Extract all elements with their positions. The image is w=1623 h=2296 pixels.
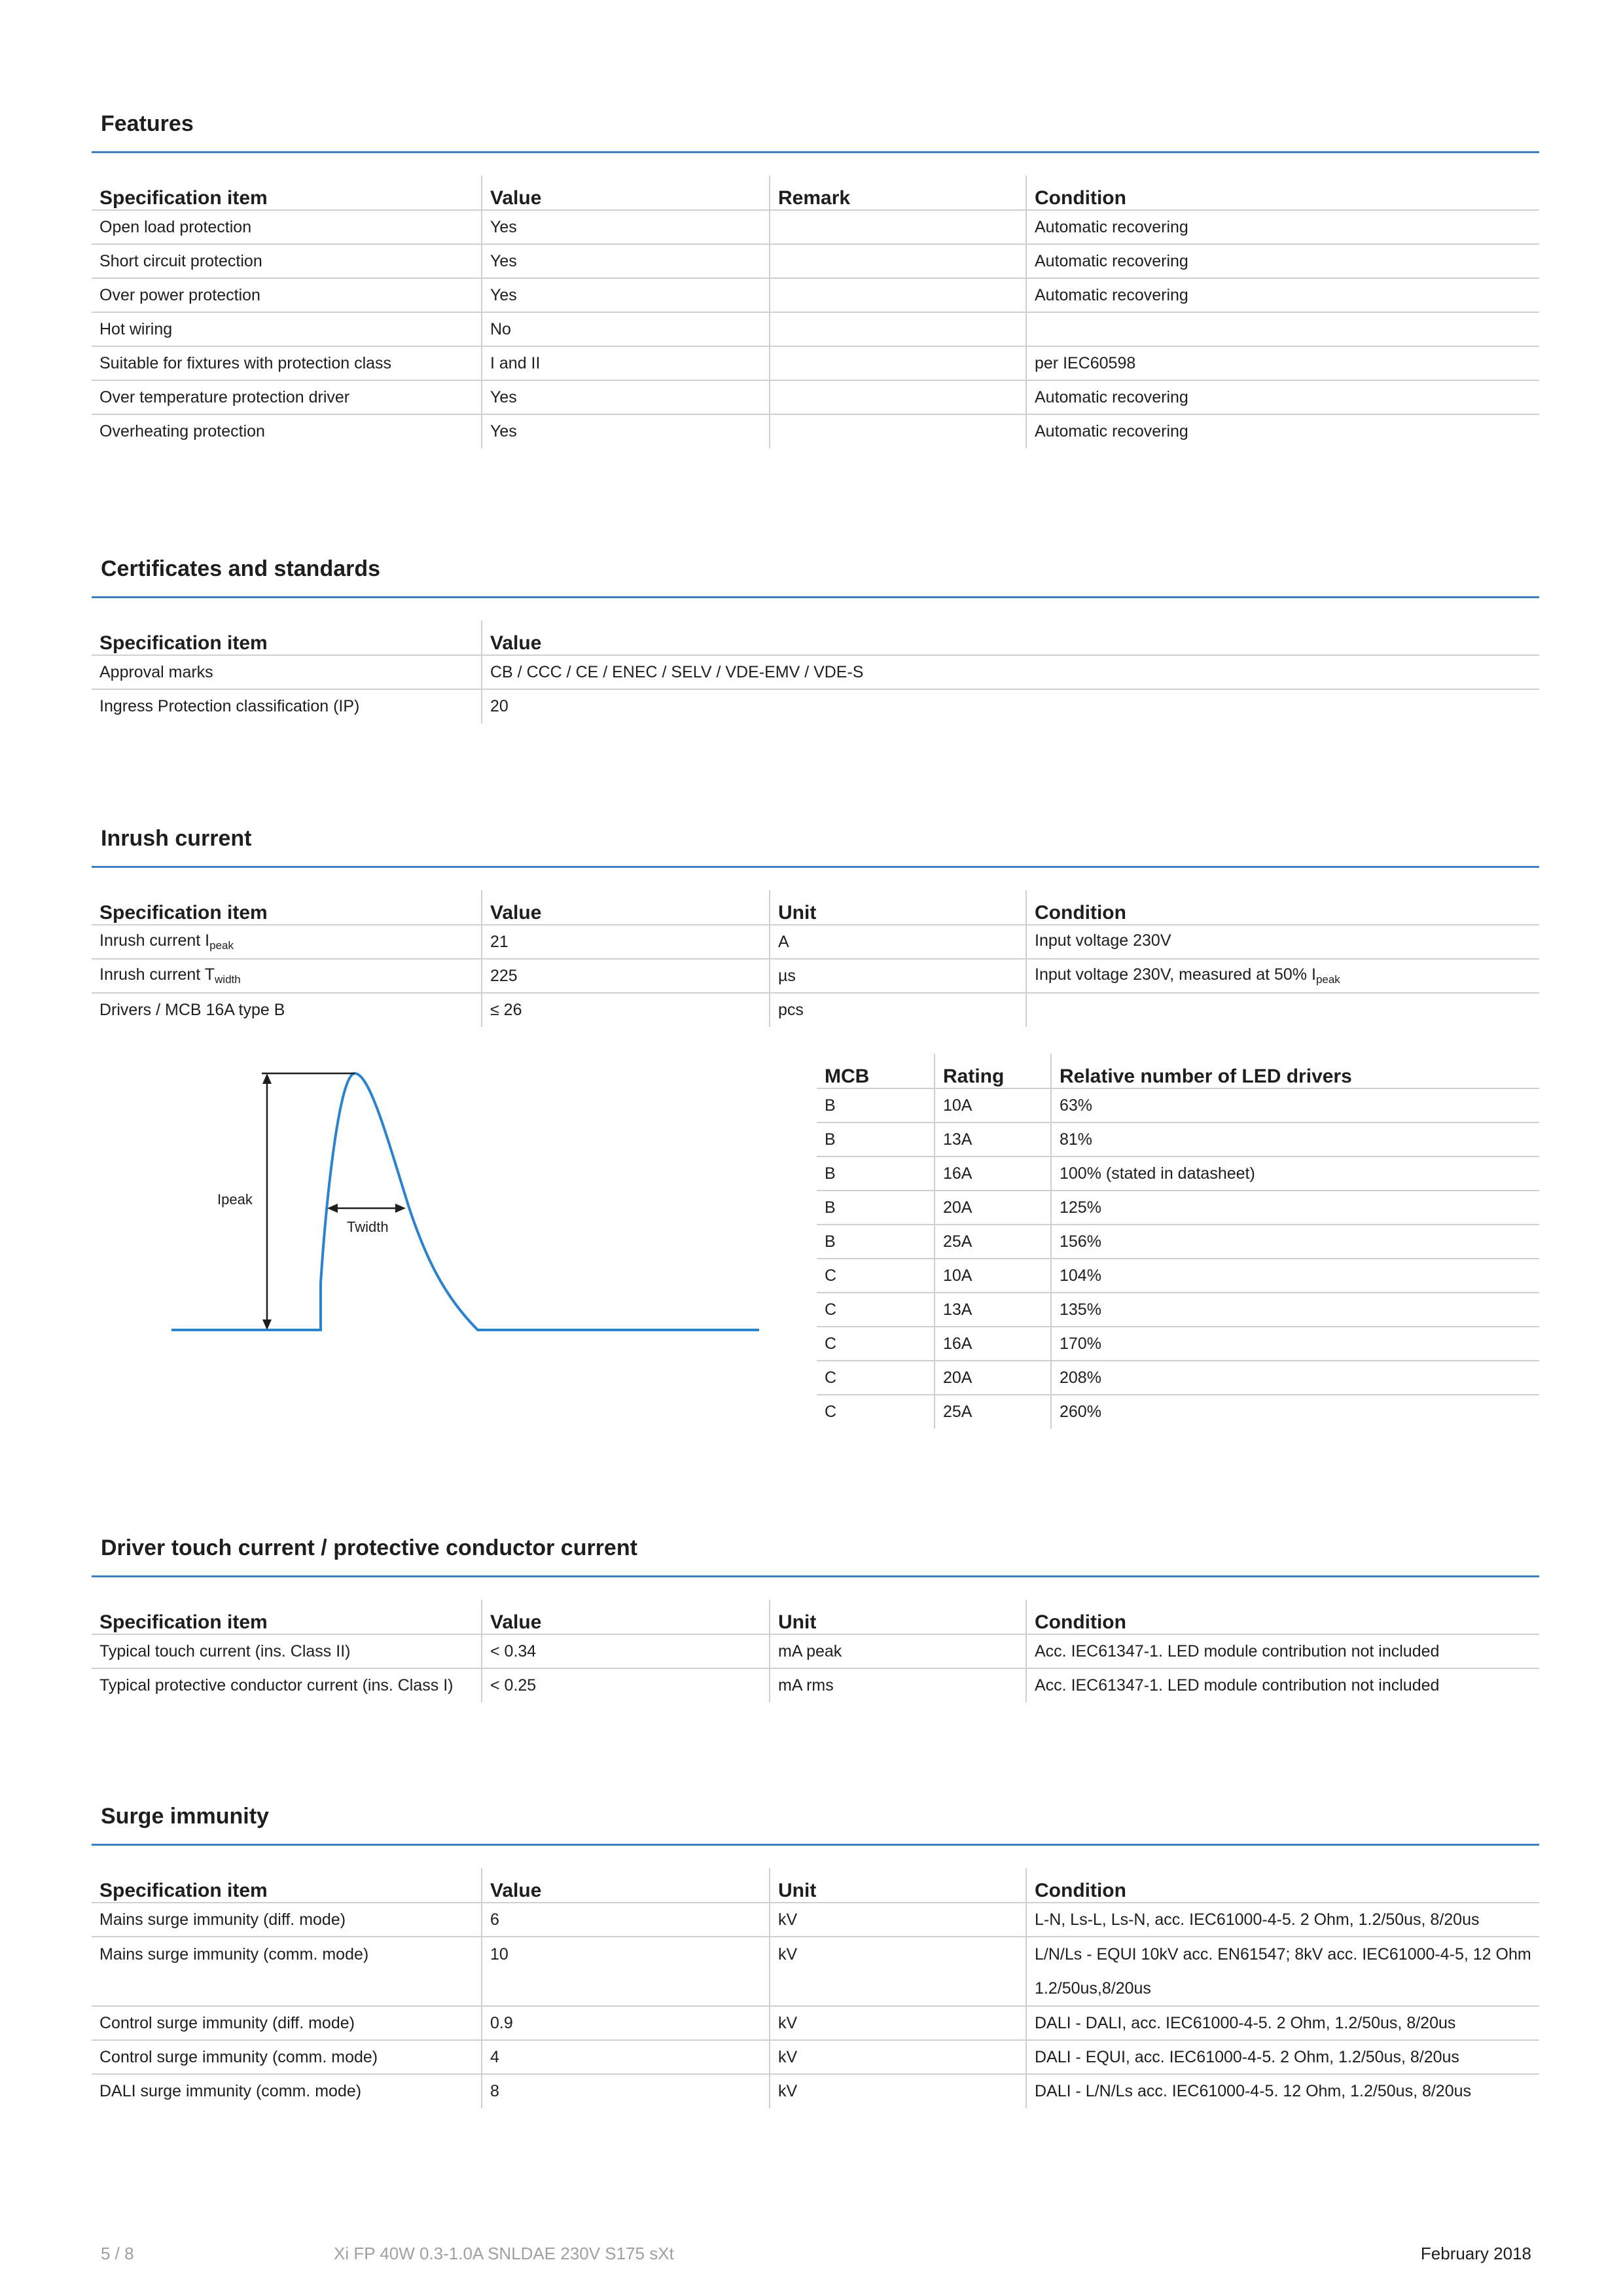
table-row (817, 1395, 1539, 1429)
cell: ≤ 26 (482, 993, 770, 1027)
cell: 170% (1051, 1327, 1539, 1361)
cell: µs (770, 959, 1026, 993)
cell: 25A (935, 1225, 1051, 1259)
header-cell: Relative number of LED drivers (1051, 1054, 1539, 1088)
header-cell: Remark (770, 175, 1026, 210)
cell: 6 (482, 1903, 770, 1937)
cell: 135% (1051, 1293, 1539, 1327)
header-cell: Specification item (92, 1868, 482, 1903)
header-cell: Specification item (92, 620, 482, 655)
table-row (92, 2074, 1539, 2108)
table-row (92, 2006, 1539, 2040)
cell: kV (770, 2040, 1026, 2074)
cell: 260% (1051, 1395, 1539, 1429)
table-row (92, 244, 1539, 278)
certificates-section (92, 539, 1539, 723)
table-row (92, 655, 1539, 689)
mcb-table-container (817, 1054, 1539, 1429)
cell: Yes (482, 244, 770, 278)
cell: 4 (482, 2040, 770, 2074)
cell: Yes (482, 278, 770, 312)
header-cell: Condition (1026, 890, 1539, 925)
header-cell: Unit (770, 1868, 1026, 1903)
cell: Automatic recovering (1026, 210, 1539, 244)
cell: B (817, 1157, 935, 1191)
cell: kV (770, 1937, 1026, 2006)
cell: B (817, 1191, 935, 1225)
cell-text: Input voltage 230V, measured at 50% I (1035, 965, 1316, 984)
header-cell: Unit (770, 890, 1026, 925)
arrowhead-icon (327, 1204, 338, 1213)
cell: pcs (770, 993, 1026, 1027)
arrowhead-icon (395, 1204, 406, 1213)
table-header-row (92, 1868, 1539, 1903)
cell: 20A (935, 1191, 1051, 1225)
cell: 10A (935, 1088, 1051, 1122)
cell (1026, 312, 1539, 346)
cell: I and II (482, 346, 770, 380)
table-row (92, 1668, 1539, 1702)
cell: 10 (482, 1937, 770, 2006)
cell (770, 380, 1026, 414)
header-cell: Specification item (92, 175, 482, 210)
cell: 16A (935, 1157, 1051, 1191)
table-row (92, 1937, 1539, 2006)
cell: Control surge immunity (diff. mode) (92, 2006, 482, 2040)
surge-immunity-section (92, 1787, 1539, 2108)
cell: 10A (935, 1259, 1051, 1293)
cell: Over power protection (92, 278, 482, 312)
table-row (817, 1293, 1539, 1327)
cell: Over temperature protection driver (92, 380, 482, 414)
ipeak-label: Ipeak (217, 1191, 253, 1208)
cell: DALI surge immunity (comm. mode) (99, 2082, 362, 2100)
cell: Acc. IEC61347-1. LED module contribution not included (1026, 1668, 1539, 1702)
cell (1026, 925, 1539, 959)
cell: 100% (stated in datasheet) (1051, 1157, 1539, 1191)
arrowhead-icon (262, 1073, 272, 1084)
table-row (92, 1634, 1539, 1668)
touch-current-section (92, 1518, 1539, 1702)
cell: 8 (482, 2074, 770, 2108)
header-cell: Value (482, 1868, 770, 1903)
cell: 225 (482, 959, 770, 993)
cell: Open load protection (92, 210, 482, 244)
cell-text: Input voltage 230V (1035, 931, 1171, 950)
header-cell: Value (482, 620, 1539, 655)
table-row (817, 1122, 1539, 1157)
table-row (817, 1259, 1539, 1293)
header-cell: Rating (935, 1054, 1051, 1088)
header-cell: Condition (1026, 1868, 1539, 1903)
table-row (817, 1088, 1539, 1122)
cell: C (825, 1403, 837, 1421)
cell: Approval marks (92, 655, 482, 689)
table-row (817, 1225, 1539, 1259)
cell: B (817, 1088, 935, 1122)
cell: Mains surge immunity (comm. mode) (92, 1937, 482, 2006)
cell: Mains surge immunity (diff. mode) (92, 1903, 482, 1937)
header-cell: Value (482, 890, 770, 925)
cell: C (817, 1259, 935, 1293)
cell: 104% (1051, 1259, 1539, 1293)
arrowhead-icon (262, 1319, 272, 1330)
cell: No (482, 312, 770, 346)
table-row (92, 210, 1539, 244)
table-row (92, 278, 1539, 312)
cell: Automatic recovering (1026, 278, 1539, 312)
header-cell: Value (482, 1600, 770, 1634)
table-row (92, 925, 1539, 959)
inrush-title: Inrush current (92, 809, 1539, 868)
cell: kV (770, 1903, 1026, 1937)
subscript: width (215, 973, 241, 986)
cell: kV (770, 2074, 1026, 2108)
table-row (817, 1327, 1539, 1361)
table-row (92, 380, 1539, 414)
cell: 25A (935, 1395, 1051, 1429)
cell: DALI - L/N/Ls acc. IEC61000-4-5. 12 Ohm, 1.2/50us, 8/20us (1026, 2074, 1539, 2108)
inrush-table (92, 890, 1539, 1027)
cell: 0.9 (482, 2006, 770, 2040)
cell: Automatic recovering (1026, 244, 1539, 278)
cell: 13A (935, 1122, 1051, 1157)
inrush-curve (171, 1073, 759, 1330)
table-header-row (92, 175, 1539, 210)
cell (770, 414, 1026, 448)
table-header-row (817, 1054, 1539, 1088)
cell-text: Inrush current T (99, 965, 215, 984)
cell: 125% (1051, 1191, 1539, 1225)
surge-immunity-table (92, 1868, 1539, 2108)
cell: DALI - EQUI, acc. IEC61000-4-5. 2 Ohm, 1.2/50us, 8/20us (1026, 2040, 1539, 2074)
table-row (817, 1157, 1539, 1191)
header-cell: Specification item (92, 1600, 482, 1634)
cell: 20 (482, 689, 1539, 723)
features-title: Features (92, 94, 1539, 153)
table-row (817, 1361, 1539, 1395)
features-table (92, 175, 1539, 448)
inrush-waveform-diagram (164, 1060, 766, 1335)
table-row (92, 312, 1539, 346)
cell: mA peak (770, 1634, 1026, 1668)
cell: 16A (935, 1327, 1051, 1361)
table-header-row (92, 620, 1539, 655)
cell (770, 278, 1026, 312)
certificates-table (92, 620, 1539, 723)
cell: Automatic recovering (1026, 414, 1539, 448)
product-name: Xi FP 40W 0.3-1.0A SNLDAE 230V S175 sXt (334, 2244, 674, 2263)
cell: Drivers / MCB 16A type B (99, 1001, 285, 1019)
twidth-label: Twidth (347, 1219, 389, 1235)
cell (1026, 993, 1539, 1027)
cell: 20A (935, 1361, 1051, 1395)
cell: 156% (1051, 1225, 1539, 1259)
cell: C (817, 1293, 935, 1327)
cell: B (817, 1225, 935, 1259)
header-cell: Condition (1026, 175, 1539, 210)
table-row (92, 993, 1539, 1027)
table-header-row (92, 890, 1539, 925)
cell: mA rms (770, 1668, 1026, 1702)
header-cell: Unit (770, 1600, 1026, 1634)
inrush-section (92, 809, 1539, 1027)
cell: C (817, 1361, 935, 1395)
cell: 63% (1051, 1088, 1539, 1122)
header-cell: MCB (817, 1054, 935, 1088)
cell: L-N, Ls-L, Ls-N, acc. IEC61000-4-5. 2 Ohm, 1.2/50us, 8/20us (1026, 1903, 1539, 1937)
table-row (92, 346, 1539, 380)
header-cell: Value (482, 175, 770, 210)
page-number: 5 / 8 (101, 2244, 134, 2263)
subscript: peak (1315, 973, 1340, 986)
cell: < 0.25 (482, 1668, 770, 1702)
cell (770, 210, 1026, 244)
cell: CB / CCC / CE / ENEC / SELV / VDE-EMV / VDE-S (482, 655, 1539, 689)
cell: 208% (1051, 1361, 1539, 1395)
table-header-row (92, 1600, 1539, 1634)
cell: Ingress Protection classification (IP) (99, 697, 360, 715)
subscript: peak (209, 939, 234, 952)
cell: per IEC60598 (1026, 346, 1539, 380)
cell: C (817, 1327, 935, 1361)
surge-immunity-title: Surge immunity (92, 1787, 1539, 1846)
cell (770, 244, 1026, 278)
cell (770, 346, 1026, 380)
cell (92, 959, 482, 993)
features-section (92, 94, 1539, 448)
cell (92, 925, 482, 959)
cell: 13A (935, 1293, 1051, 1327)
certificates-title: Certificates and standards (92, 539, 1539, 598)
cell: Yes (482, 380, 770, 414)
cell: DALI - DALI, acc. IEC61000-4-5. 2 Ohm, 1.2/50us, 8/20us (1026, 2006, 1539, 2040)
table-row (92, 959, 1539, 993)
cell: kV (770, 2006, 1026, 2040)
mcb-table (817, 1054, 1539, 1429)
header-cell: Specification item (92, 890, 482, 925)
cell: 81% (1051, 1122, 1539, 1157)
cell (770, 312, 1026, 346)
cell: A (770, 925, 1026, 959)
header-cell: Condition (1026, 1600, 1539, 1634)
cell: Yes (482, 210, 770, 244)
cell: Typical protective conductor current (ins. Class I) (99, 1676, 454, 1695)
table-row (92, 1903, 1539, 1937)
cell: 21 (482, 925, 770, 959)
touch-current-table (92, 1600, 1539, 1702)
cell: < 0.34 (482, 1634, 770, 1668)
table-row (92, 2040, 1539, 2074)
table-row (817, 1191, 1539, 1225)
cell-text: Inrush current I (99, 931, 210, 950)
cell: Short circuit protection (92, 244, 482, 278)
document-date: February 2018 (1420, 2244, 1531, 2263)
table-row (92, 689, 1539, 723)
cell: Overheating protection (99, 422, 265, 440)
cell: Typical touch current (ins. Class II) (92, 1634, 482, 1668)
cell: Acc. IEC61347-1. LED module contribution not included (1026, 1634, 1539, 1668)
cell: Hot wiring (92, 312, 482, 346)
cell: Control surge immunity (comm. mode) (92, 2040, 482, 2074)
table-row (92, 414, 1539, 448)
cell (1026, 959, 1539, 993)
cell: B (817, 1122, 935, 1157)
cell: Suitable for fixtures with protection class (92, 346, 482, 380)
touch-current-title: Driver touch current / protective conductor current (92, 1518, 1539, 1577)
cell: Automatic recovering (1026, 380, 1539, 414)
cell: L/N/Ls - EQUI 10kV acc. EN61547; 8kV acc. IEC61000-4-5, 12 Ohm 1.2/50us,8/20us (1026, 1937, 1539, 2006)
cell: Yes (482, 414, 770, 448)
